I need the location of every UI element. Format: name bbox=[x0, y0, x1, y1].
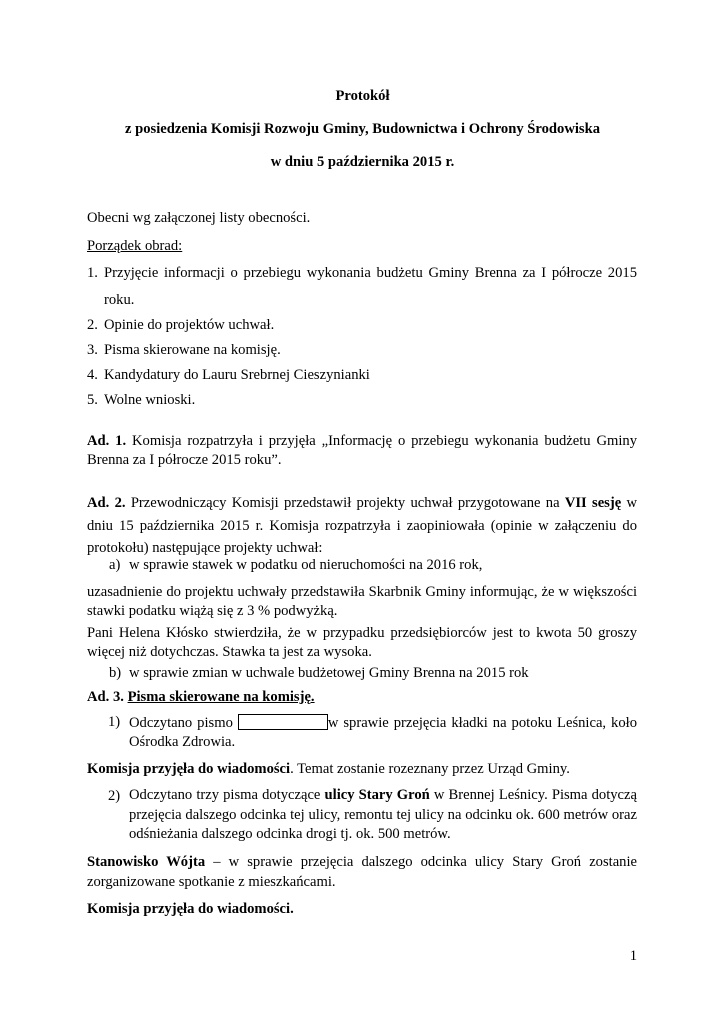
ad2-item-a-note: uzasadnienie do projektu uchwały przedstawiła Skarbnik Gminy informując, że w większości stawki podatku wiążą się z 3 % podwyżką. bbox=[87, 584, 637, 619]
ad3-item1-result bbox=[87, 761, 570, 778]
ad3-item2-text-b: w Brennej Leśnicy. Pisma dotyczą przejęcia dalszego odcinka tej ulicy, remontu tej ulicy na odcinku ok. 600 metrów oraz odśnieżania dalszego odcinka drogi tj. ok. 500 metrów. bbox=[129, 787, 637, 842]
agenda-item-number: 4. bbox=[87, 367, 98, 383]
agenda-heading: Porządek obrad: bbox=[87, 238, 183, 254]
attendance-note: Obecni wg załączonej listy obecności. bbox=[87, 210, 311, 226]
ad3-item1-text-a: Odczytano pismo bbox=[129, 715, 233, 731]
ad1-text: Komisja rozpatrzyła i przyjęła „Informację o przebiegu wykonania budżetu Gminy Brenna za I półrocze 2015 roku”. bbox=[87, 433, 638, 468]
agenda-item-number: 2. bbox=[87, 317, 98, 333]
ad2-item-b-marker: b) bbox=[109, 665, 122, 681]
mayor-position bbox=[87, 852, 637, 892]
ad2-item-b: w sprawie zmian w uchwale budżetowej Gminy Brenna na 2015 rok bbox=[129, 665, 529, 681]
redacted-name-box bbox=[238, 714, 328, 730]
document-title: Protokół bbox=[335, 88, 390, 104]
document-subtitle: z posiedzenia Komisji Rozwoju Gminy, Budownictwa i Ochrony Środowiska bbox=[124, 121, 601, 137]
ad1-label: Ad. 1. bbox=[87, 433, 127, 449]
page-number: 1 bbox=[629, 948, 637, 964]
ad2-item-a: w sprawie stawek w podatku od nieruchomości na 2016 rok, bbox=[129, 557, 483, 573]
ad2-text-b: w dniu 15 października 2015 r. Komisja rozpatrzyła i zaopiniowała (opinie w załączeniu do protokołu) następujące projekty uchwał: bbox=[87, 495, 638, 556]
ad3-item1-result-text: . Temat zostanie rozeznany przez Urząd Gminy. bbox=[290, 761, 570, 777]
ad1-paragraph bbox=[87, 432, 637, 470]
ad3-item1-text-b: w sprawie przejęcia kładki na potoku Leśnica, koło bbox=[327, 715, 637, 731]
document-date: w dniu 5 października 2015 r. bbox=[270, 154, 455, 170]
ad3-item2-marker: 2) bbox=[108, 788, 121, 804]
mayor-text: – w sprawie przejęcia dalszego odcinka ulicy Stary Groń zostanie zorganizowane spotkanie z mieszkańcami. bbox=[87, 854, 638, 890]
agenda-item: Wolne wnioski. bbox=[104, 392, 196, 408]
ad3-item2-paragraph bbox=[129, 786, 637, 845]
ad3-item1-line1 bbox=[129, 714, 637, 732]
agenda-item-number: 1. bbox=[87, 265, 98, 281]
ad3-label: Ad. 3. bbox=[87, 689, 124, 705]
ad3-item2-street: ulicy Stary Groń bbox=[324, 787, 430, 803]
ad2-text-a: Przewodniczący Komisji przedstawił projekty uchwał przygotowane na bbox=[130, 495, 560, 511]
mayor-label: Stanowisko Wójta bbox=[87, 854, 206, 870]
ad2-paragraph bbox=[87, 492, 637, 560]
ad3-heading bbox=[87, 689, 315, 706]
ad2-session: VII sesję bbox=[564, 495, 622, 511]
agenda-item: Przyjęcie informacji o przebiegu wykonania budżetu Gminy Brenna za I półrocze 2015 bbox=[104, 265, 637, 281]
agenda-item: Opinie do projektów uchwał. bbox=[104, 317, 275, 333]
agenda-item-number: 5. bbox=[87, 392, 98, 408]
ad3-final-note: Komisja przyjęła do wiadomości. bbox=[87, 901, 294, 917]
ad3-heading-text: Pisma skierowane na komisję. bbox=[127, 689, 315, 705]
ad3-item1-marker: 1) bbox=[108, 714, 121, 730]
ad2-item-a-comment: Pani Helena Kłósko stwierdziła, że w przypadku przedsiębiorców jest to kwota 50 groszy więcej niż dotychczas. Stawka ta jest za wysoka. bbox=[87, 625, 637, 660]
agenda-item: Pisma skierowane na komisję. bbox=[104, 342, 281, 358]
ad2-label: Ad. 2. bbox=[87, 495, 126, 511]
agenda-item-continuation: roku. bbox=[104, 292, 135, 308]
agenda-item: Kandydatury do Lauru Srebrnej Cieszynianki bbox=[104, 367, 370, 383]
ad3-item2-text-a: Odczytano trzy pisma dotyczące bbox=[129, 787, 321, 803]
ad3-item1-line2: Ośrodka Zdrowia. bbox=[129, 734, 236, 750]
ad2-item-a-marker: a) bbox=[109, 557, 121, 573]
agenda-item-number: 3. bbox=[87, 342, 98, 358]
ad3-item1-result-bold: Komisja przyjęła do wiadomości bbox=[87, 761, 291, 777]
